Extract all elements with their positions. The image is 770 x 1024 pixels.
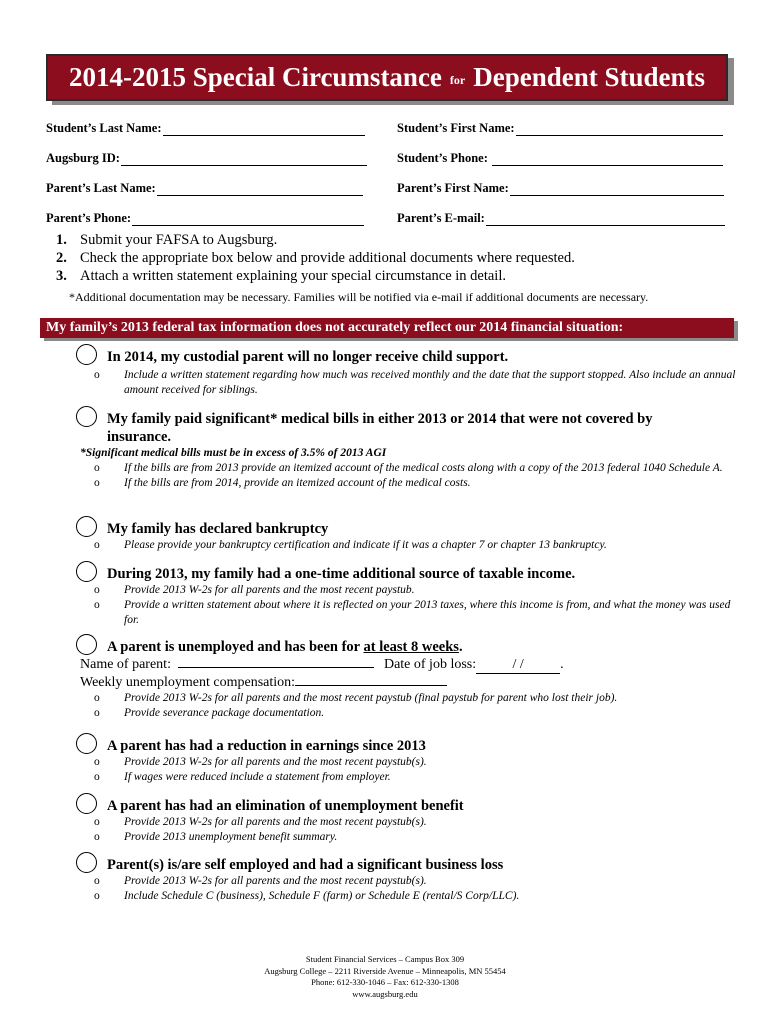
weekly-compensation-label: Weekly unemployment compensation:	[80, 675, 296, 690]
bullet-marker: o	[94, 477, 100, 489]
augsburg-id-field[interactable]	[46, 151, 367, 166]
bullet-text: Provide 2013 W-2s for all parents and the most recent paystub(s).	[124, 816, 427, 828]
option-heading: During 2013, my family had a one-time additional source of taxable income.	[107, 566, 576, 582]
student-last-name-label: Student’s Last Name:	[46, 121, 162, 135]
bullet-marker: o	[94, 756, 100, 768]
footer-address-1: Student Financial Services – Campus Box 309	[305, 954, 465, 964]
step-1	[56, 231, 575, 249]
bullet-text: Provide a written statement about where it is reflected on your 2013 taxes, where this income is from, and what the money was used for.	[124, 599, 731, 626]
step-number: 2.	[56, 250, 67, 266]
checkbox-circle[interactable]	[76, 344, 97, 365]
date-of-job-loss-label: Date of job loss:	[383, 657, 477, 672]
student-first-name-label: Student’s First Name:	[397, 121, 515, 135]
bullet-text: Provide 2013 W-2s for all parents and the most recent paystub(s).	[124, 756, 427, 768]
option-heading: In 2014, my custodial parent will no longer receive child support.	[107, 349, 509, 365]
option-bankruptcy	[76, 520, 736, 553]
student-phone-field[interactable]	[397, 151, 723, 166]
option-heading: My family paid significant* medical bills in either 2013 or 2014 that were not covered by insurance.	[107, 411, 653, 445]
parent-phone-label: Parent’s Phone:	[46, 211, 132, 225]
bullet-marker: o	[94, 599, 100, 611]
option-heading: A parent has had a reduction in earnings since 2013	[107, 738, 426, 754]
step-text: Attach a written statement explaining your special circumstance in detail.	[80, 268, 506, 284]
title-for: for	[449, 73, 466, 87]
bullet-text: Provide severance package documentation.	[124, 707, 325, 719]
footer-website[interactable]: www.augsburg.edu	[352, 988, 418, 999]
heading-period: .	[458, 639, 463, 655]
option-unemployed	[76, 638, 736, 721]
parent-email-label: Parent’s E-mail:	[397, 211, 485, 225]
parent-last-name-field[interactable]	[46, 181, 363, 196]
option-heading: A parent has had an elimination of unemployment benefit	[107, 798, 464, 814]
bullet-marker: o	[94, 816, 100, 828]
parent-first-name-field[interactable]	[397, 181, 724, 196]
parent-first-name-label: Parent’s First Name:	[397, 181, 509, 195]
checkbox-circle[interactable]	[76, 733, 97, 754]
bullet-marker: o	[94, 369, 100, 381]
student-first-name-field[interactable]	[397, 121, 723, 136]
heading-underlined: at least 8 weeks	[363, 639, 459, 655]
student-last-name-field[interactable]	[46, 121, 365, 136]
option-heading: My family has declared bankruptcy	[107, 521, 329, 537]
documentation-note: *Additional documentation may be necessary. Families will be notified via e-mail if additional documents are necessary.	[69, 290, 649, 304]
checkbox-circle[interactable]	[76, 793, 97, 814]
checkbox-circle[interactable]	[76, 634, 97, 655]
step-number: 3.	[56, 268, 67, 284]
bullet-marker: o	[94, 707, 100, 719]
date-of-job-loss-input[interactable]: / /	[476, 656, 560, 674]
bullet-marker: o	[94, 875, 100, 887]
title-part2: Dependent Students	[473, 62, 706, 92]
bullet-text: If the bills are from 2014, provide an itemized account of the medical costs.	[124, 477, 471, 489]
bullet-marker: o	[94, 831, 100, 843]
bullet-marker: o	[94, 890, 100, 902]
checkbox-circle[interactable]	[76, 516, 97, 537]
option-one-time-income	[76, 565, 736, 628]
bullet-text: Provide 2013 W-2s for all parents and the most recent paystub.	[124, 584, 415, 596]
step-text: Submit your FAFSA to Augsburg.	[80, 232, 278, 248]
bullet-marker: o	[94, 771, 100, 783]
parent-phone-field[interactable]	[46, 211, 364, 226]
instruction-steps	[56, 231, 575, 285]
option-reduction-in-earnings	[76, 737, 736, 785]
heading-text: A parent is unemployed and has been for	[107, 639, 364, 655]
weekly-compensation-field[interactable]	[80, 674, 736, 691]
checkbox-circle[interactable]	[76, 406, 97, 427]
bullet-text: Provide 2013 unemployment benefit summary.	[124, 831, 338, 843]
option-heading	[107, 638, 463, 656]
checkbox-circle[interactable]	[76, 561, 97, 582]
bullet-marker: o	[94, 539, 100, 551]
bullet-text: Include Schedule C (business), Schedule F (farm) or Schedule E (rental/S Corp/LLC).	[124, 890, 520, 902]
augsburg-id-label: Augsburg ID:	[46, 151, 120, 165]
page-title	[46, 54, 728, 101]
parent-last-name-label: Parent’s Last Name:	[46, 181, 156, 195]
step-3	[56, 267, 575, 285]
bullet-marker: o	[94, 692, 100, 704]
bullet-text: If the bills are from 2013 provide an itemized account of the medical costs along with a copy of the 2013 federal 1040 Schedule A.	[124, 462, 723, 474]
checkbox-circle[interactable]	[76, 852, 97, 873]
bullet-marker: o	[94, 584, 100, 596]
step-2	[56, 249, 575, 267]
student-phone-label: Student’s Phone:	[397, 151, 488, 165]
section-title: My family’s 2013 federal tax information does not accurately reflect our 2014 financial situation:	[40, 318, 734, 338]
name-of-parent-field[interactable]: Name of parent: Date of job loss: / / .	[80, 657, 564, 672]
option-heading: Parent(s) is/are self employed and had a significant business loss	[107, 857, 504, 873]
option-medical-bills	[76, 410, 736, 491]
footer	[0, 954, 770, 1000]
bullet-text: Include a written statement regarding how much was received monthly and the date that the support stopped. Also include an annual amount received for siblings.	[124, 369, 736, 396]
step-number: 1.	[56, 232, 67, 248]
parent-email-field[interactable]	[397, 211, 725, 226]
option-child-support	[76, 348, 736, 398]
footer-address-2: Augsburg College – 2211 Riverside Avenue – Minneapolis, MN 55454	[264, 965, 506, 976]
name-of-parent-label: Name of parent:	[80, 657, 171, 672]
bullet-text: Provide 2013 W-2s for all parents and the most recent paystub (final paystub for parent who lost their job).	[124, 692, 618, 704]
title-part1: 2014-2015 Special Circumstance	[68, 62, 442, 92]
medical-bills-note: *Significant medical bills must be in excess of 3.5% of 2013 AGI	[80, 447, 387, 459]
footer-phone: Phone: 612-330-1046 – Fax: 612-330-1308	[311, 977, 459, 987]
bullet-text: Provide 2013 W-2s for all parents and the most recent paystub(s).	[124, 875, 427, 887]
bullet-text: Please provide your bankruptcy certification and indicate if it was a chapter 7 or chapter 13 bankruptcy.	[124, 539, 607, 551]
bullet-text: If wages were reduced include a statement from employer.	[124, 771, 391, 783]
bullet-marker: o	[94, 462, 100, 474]
option-self-employed-loss	[76, 856, 736, 904]
step-text: Check the appropriate box below and provide additional documents where requested.	[80, 250, 575, 266]
option-elimination-of-benefit	[76, 797, 736, 845]
